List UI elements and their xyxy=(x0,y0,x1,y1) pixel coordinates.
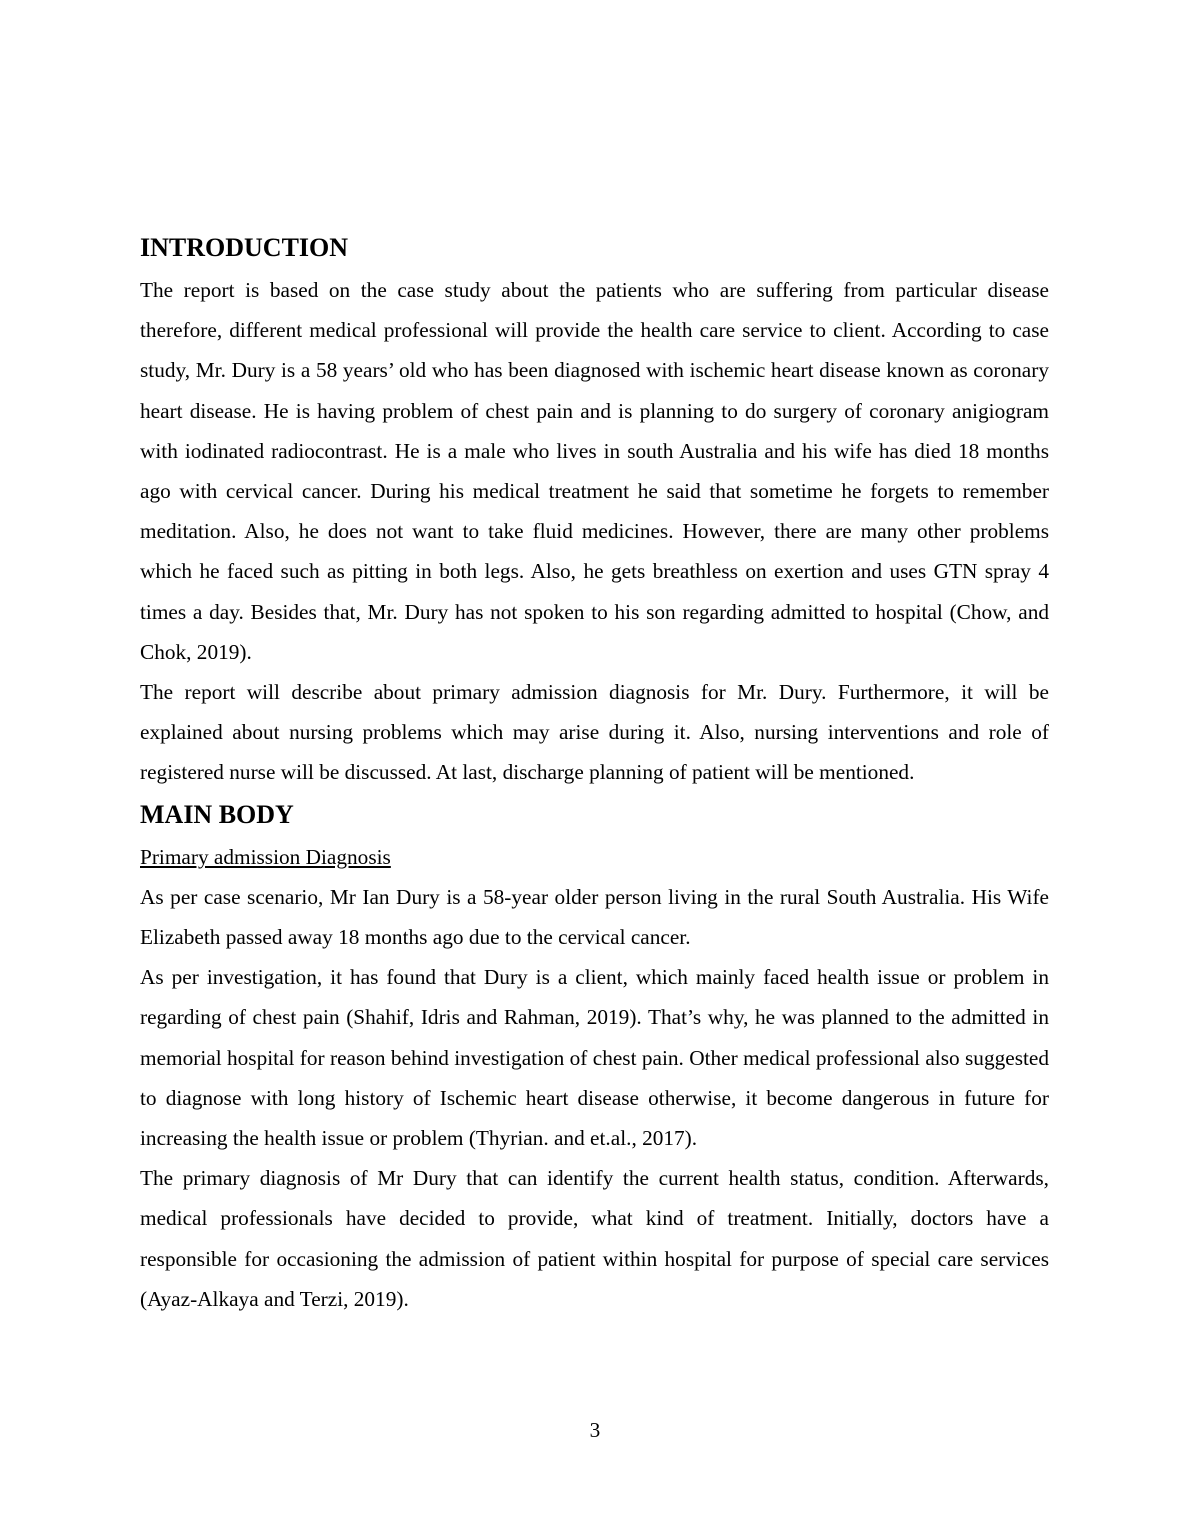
main-body-paragraph-2: As per investigation, it has found that Dury is a client, which mainly faced health issue or problem in regarding of chest pain (Shahif, Idris and Rahman, 2019). That’s why, he was planned to the admitted in memorial hospital for reason behind investigation of chest pain. Other medical professional also suggested to diagnose with long history of Ischemic heart disease otherwise, it become dangerous in future for increasing the health issue or problem (Thyrian. and et.al., 2017). xyxy=(140,965,1049,1151)
document-page xyxy=(140,228,1049,1319)
main-body-paragraph-3: The primary diagnosis of Mr Dury that can identify the current health status, condition. Afterwards, medical professionals have decided to provide, what kind of treatment. Initially, doctors have a responsible for occasioning the admission of patient within hospital for purpose of special care services (Ayaz-Alkaya and Terzi, 2019). xyxy=(140,1166,1049,1311)
introduction-paragraph-1: The report is based on the case study about the patients who are suffering from particular disease therefore, different medical professional will provide the health care service to client. According to case study, Mr. Dury is a 58 years’ old who has been diagnosed with ischemic heart disease known as coronary heart disease. He is having problem of chest pain and is planning to do surgery of coronary anigiogram with iodinated radiocontrast. He is a male who lives in south Australia and his wife has died 18 months ago with cervical cancer. During his medical treatment he said that sometime he forgets to remember meditation. Also, he does not want to take fluid medicines. However, there are many other problems which he faced such as pitting in both legs. Also, he gets breathless on exertion and uses GTN spray 4 times a day. Besides that, Mr. Dury has not spoken to his son regarding admitted to hospital (Chow, and Chok, 2019). xyxy=(140,278,1049,664)
introduction-paragraph-2: The report will describe about primary admission diagnosis for Mr. Dury. Furthermore, it will be explained about nursing problems which may arise during it. Also, nursing interventions and role of registered nurse will be discussed. At last, discharge planning of patient will be mentioned. xyxy=(140,680,1049,785)
main-body-paragraph-1: As per case scenario, Mr Ian Dury is a 58-year older person living in the rural South Australia. His Wife Elizabeth passed away 18 months ago due to the cervical cancer. xyxy=(140,884,1049,950)
primary-admission-diagnosis-subheading: Primary admission Diagnosis xyxy=(140,844,391,869)
main-body-heading: MAIN BODY xyxy=(140,799,294,829)
page-number: 3 xyxy=(589,1418,601,1442)
introduction-heading: INTRODUCTION xyxy=(140,233,349,262)
